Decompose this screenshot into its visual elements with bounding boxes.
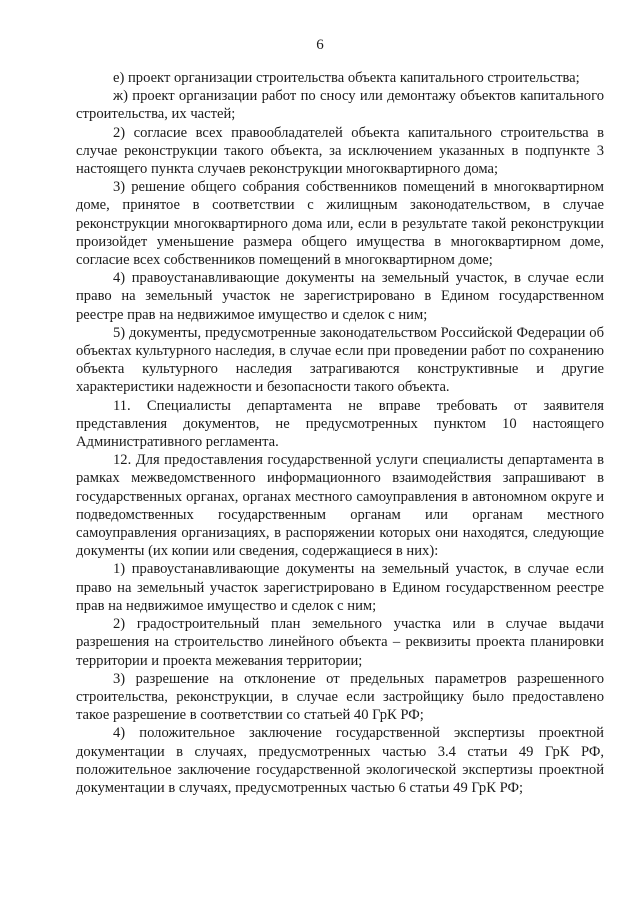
paragraph-clause-12-item-4: 4) положительное заключение государственной экспертизы проектной документации в случаях, предусмотренных частью 3.4 статьи 49 ГрК РФ, положительное заключение государственной экологической экспертизы проектной документации в случаях, предусмотренных частью 6 статьи 49 ГрК РФ; xyxy=(76,725,604,796)
paragraph-item-4: 4) правоустанавливающие документы на земельный участок, в случае если право на земельный участок не зарегистрировано в Едином государственном реестре прав на недвижимое имущество и сделок с ним; xyxy=(76,270,604,323)
paragraph-item-zh: ж) проект организации работ по сносу или демонтажу объектов капитального строительства, их частей; xyxy=(76,88,604,123)
paragraph-clause-12-item-3: 3) разрешение на отклонение от предельных параметров разрешенного строительства, реконструкции, в случае если застройщику было предоставлено такое разрешение в соответствии со статьей 40 ГрК РФ; xyxy=(76,670,604,724)
paragraph-clause-12-item-1: 1) правоустанавливающие документы на земельный участок, в случае если право на земельный участок зарегистрировано в Едином государственном реестре прав на недвижимое имущество и сделок с ним; xyxy=(76,561,604,614)
paragraph-item-5: 5) документы, предусмотренные законодательством Российской Федерации об объектах культурного наследия, в случае если при проведении работ по сохранению объекта культурного наследия затрагиваются конструктивные и другие характеристики надежности и безопасности такого объекта. xyxy=(76,324,604,396)
paragraph-item-3: 3) решение общего собрания собственников помещений в многоквартирном доме, принятое в соответствии с жилищным законодательством, в случае реконструкции многоквартирного дома или, если в результате такой реконструкции произойдет уменьшение размера общего имущества в многоквартирном доме, согласие всех собственников помещений в многоквартирном доме; xyxy=(76,179,604,269)
paragraph-clause-12-item-2: 2) градостроительный план земельного участка или в случае выдачи разрешения на строительство линейного объекта – реквизиты проекта планировки территории и проекта межевания территории; xyxy=(76,616,604,669)
paragraph-item-2: 2) согласие всех правообладателей объекта капитального строительства в случае реконструкции такого объекта, за исключением указанных в подпункте 3 настоящего пункта случаев реконструкции многоквартирного дома; xyxy=(76,124,604,178)
page-number: 6 xyxy=(316,37,324,53)
document-body xyxy=(76,69,604,797)
paragraph-clause-11: 11. Специалисты департамента не вправе требовать от заявителя представления документов, не предусмотренных пунктом 10 настоящего Административного регламента. xyxy=(76,397,604,451)
paragraph-clause-12: 12. Для предоставления государственной услуги специалисты департамента в рамках межведомственного информационного взаимодействия запрашивают в государственных органах, органах местного самоуправления в автономном округе и подведомственных государственным органам или органам местного самоуправления организациях, в распоряжении которых они находятся, следующие документы (их копии или сведения, содержащиеся в них): xyxy=(76,452,604,560)
paragraph-item-e: е) проект организации строительства объекта капитального строительства; xyxy=(113,70,580,86)
